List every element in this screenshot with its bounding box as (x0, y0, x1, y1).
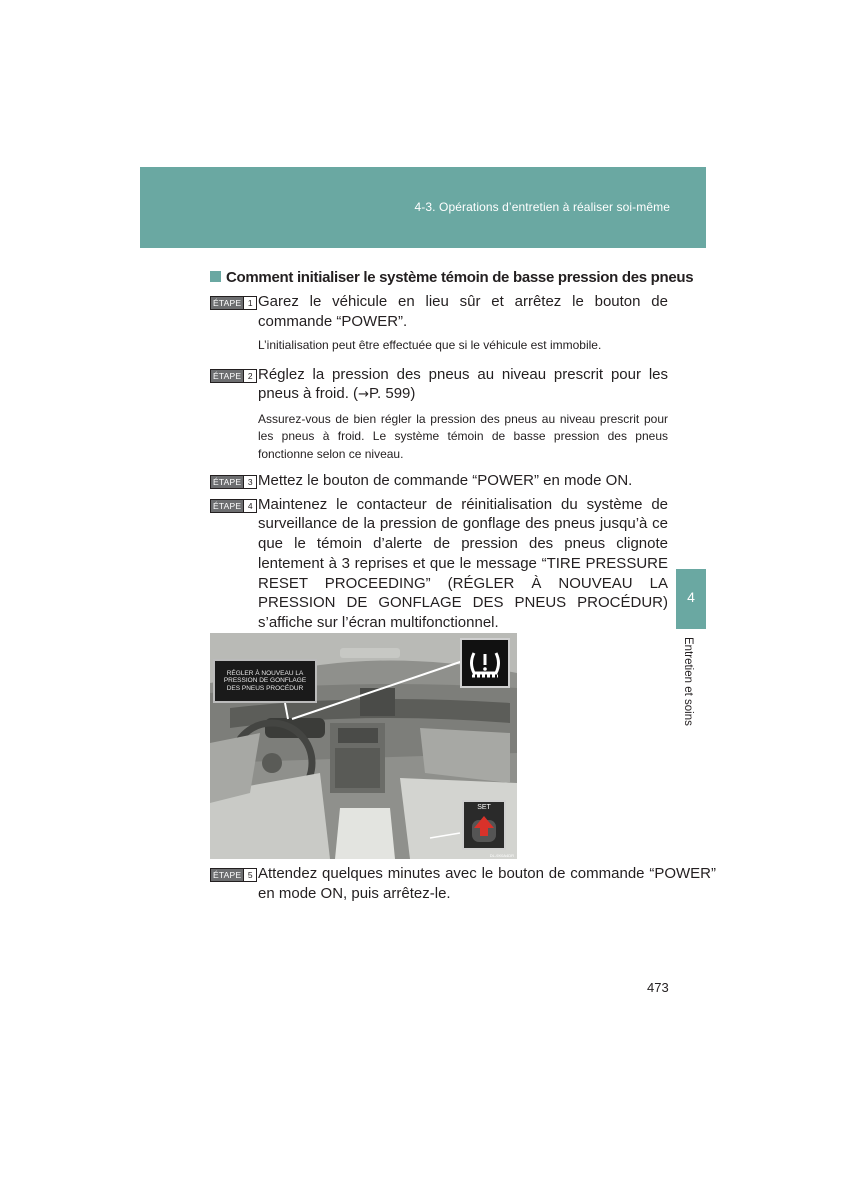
chapter-side-label-text: Entretien et soins (682, 637, 694, 726)
section-heading (210, 268, 694, 288)
step-badge-number: 2 (243, 370, 256, 382)
step-badge-number: 3 (243, 476, 256, 488)
step-1 (210, 292, 668, 355)
set-button-label: SET (477, 804, 491, 811)
step-badge (210, 499, 257, 513)
figure-code: DL-9X0A4DR (489, 853, 514, 858)
chapter-section-title: 4-3. Opérations d’entretien à réaliser soi-même (414, 200, 670, 214)
step-note: L’initialisation peut être effectuée que si le véhicule est immobile. (258, 338, 602, 352)
step-text-main: Réglez la pression des pneus au niveau prescrit pour les pneus à froid. ( (258, 365, 668, 402)
step-text (258, 365, 668, 405)
step-3 (210, 471, 668, 491)
chapter-header-band (140, 167, 706, 248)
chapter-number: 4 (687, 589, 695, 605)
step-badge-label: ÉTAPE (213, 477, 242, 487)
tire-pressure-warning-icon (460, 638, 510, 688)
page-number: 473 (647, 980, 669, 995)
step-badge-label: ÉTAPE (213, 870, 242, 880)
arrow-right-icon: → (358, 387, 369, 402)
step-text: Mettez le bouton de commande “POWER” en mode ON. (258, 472, 633, 489)
step-badge-number: 5 (243, 869, 256, 881)
page-reference-link[interactable]: P. 599) (368, 385, 416, 402)
step-badge-label: ÉTAPE (213, 500, 242, 511)
chapter-side-tab (676, 569, 706, 629)
step-badge (210, 296, 257, 310)
step-text: Attendez quelques minutes avec le bouton de commande “POWER” en mode ON, puis arrêtez-le. (258, 865, 716, 902)
dashboard-illustration (210, 633, 517, 859)
multi-display-callout: RÉGLER À NOUVEAU LA PRESSION DE GONFLAGE DES PNEUS PROCÉDUR (213, 659, 317, 703)
step-badge-number: 4 (243, 500, 256, 512)
step-badge-label: ÉTAPE (213, 370, 242, 381)
heading-square-icon (210, 271, 221, 282)
chapter-side-label (680, 637, 696, 757)
step-badge (210, 475, 257, 489)
step-2 (210, 365, 668, 464)
step-note: Assurez-vous de bien régler la pression des pneus au niveau prescrit pour les pneus à froid. Le système témoin de basse pression des pneus fonctionne selon ce niveau. (258, 411, 668, 461)
step-badge-number: 1 (243, 297, 256, 309)
section-heading-text: Comment initialiser le système témoin de basse pression des pneus (226, 269, 694, 286)
tpms-reset-switch[interactable] (462, 800, 506, 850)
step-badge (210, 868, 257, 882)
step-badge (210, 369, 257, 383)
step-4 (210, 495, 668, 634)
main-content (210, 268, 694, 633)
step-5 (210, 864, 716, 903)
step-text: Garez le véhicule en lieu sûr et arrêtez le bouton de commande “POWER”. (258, 293, 668, 330)
step-text: Maintenez le contacteur de réinitialisation du système de surveillance de la pression de gonflage des pneus jusqu’à ce que le témoin d’alerte de pression des pneus clignote lentement à 3 reprises et que le message “TIRE PRESSURE RESET PROCEEDING” (RÉGLER À NOUVEAU LA PRESSION DE GONFLAGE DES PNEUS PROCÉDUR) s’affiche sur l’écran multifonctionnel. (258, 495, 668, 632)
step-badge-label: ÉTAPE (213, 298, 242, 308)
